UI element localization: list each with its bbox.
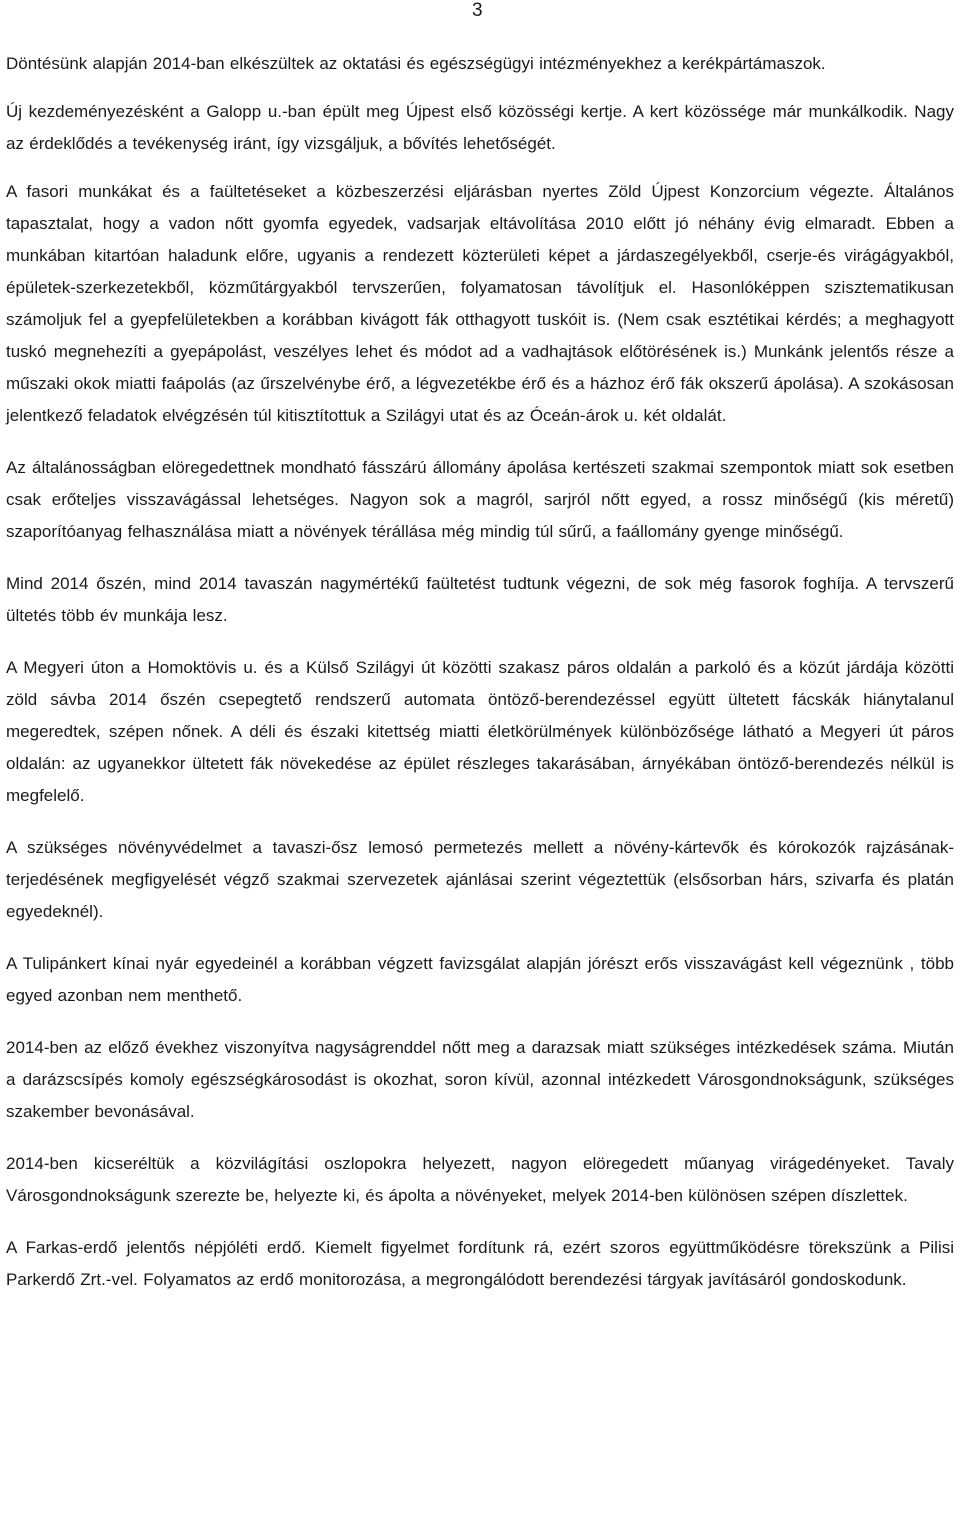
paragraph-wasps: 2014-ben az előző évekhez viszonyítva nagyságrenddel nőtt meg a darazsak miatt szükséges intézkedések száma. Miután a darázscsípés komoly egészségkárosodást is okozhat, soron kívül, azonnal intézkedett Városgondnokságunk, szükséges szakember bevonásával. [6, 1038, 954, 1121]
paragraph-planting-2014: Mind 2014 őszén, mind 2014 tavaszán nagymértékű faültetést tudtunk végezni, de sok még fasorok foghíja. A tervszerű ültetés több év munkája lesz. [6, 574, 954, 625]
paragraph-plant-protection: A szükséges növényvédelmet a tavaszi-ősz lemosó permetezés mellett a növény-kártevők és kórokozók rajzásának-terjedésének megfigyelését végző szakmai szervezetek ajánlásai szerint végeztettük (elsősorban hárs, szivarfa és platán egyedeknél). [6, 838, 954, 921]
paragraph-community-garden: Új kezdeményezésként a Galopp u.-ban épült meg Újpest első közösségi kertje. A kert közössége már munkálkodik. Nagy az érdeklődés a tevékenység iránt, így vizsgáljuk, a bővítés lehetőségét. [6, 102, 954, 153]
paragraph-gap [6, 632, 954, 652]
paragraph-bike-racks: Döntésünk alapján 2014-ban elkészültek az oktatási és egészségügyi intézményekhez a kerékpártámaszok. [6, 54, 826, 73]
paragraph-flower-pots: 2014-ben kicseréltük a közvilágítási oszlopokra helyezett, nagyon elöregedett műanyag virágedényeket. Tavaly Városgondnokságunk szerezte be, helyezte ki, és ápolta a növényeket, melyek 2014-ben különösen szépen díszlettek. [6, 1154, 954, 1205]
page-number: 3 [472, 0, 483, 21]
paragraph-gap [6, 432, 954, 452]
paragraph-tree-works: A fasori munkákat és a faültetéseket a közbeszerzési eljárásban nyertes Zöld Újpest Konzorcium végezte. Általános tapasztalat, hogy a vadon nőtt gyomfa egyedek, vadsarjak eltávolítása 2010 előtt jó néhány évig elmaradt. Ebben a munkában kitartóan haladunk előre, ugyanis a rendezett közterületi képet a járdaszegélyekből, cserje-és virágágyakból, épületek-szerkezetekből, közműtárgyakból tervszerűen, folyamatosan távolítjuk el. Hasonlóképpen szisztematikusan számoljuk fel a gyepfelületekben a korábban kivágott fák otthagyott tuskóit is. (Nem csak esztétikai kérdés; a meghagyott tuskó megnehezíti a gyepápolást, veszélyes lehet és módot ad a vadhajtások előtörésének is.) Munkánk jelentős része a műszaki okok miatti faápolás (az űrszelvénybe érő, a légvezetékbe érő és a házhoz érő fák okszerű ápolása). A szokásosan jelentkező feladatok elvégzésén túl kitisztítottuk a Szilágyi utat és az Óceán-árok u. két oldalát. [6, 182, 954, 425]
paragraph-gap [6, 80, 954, 96]
paragraph-aging-stock: Az általánosságban elöregedettnek mondható fásszárú állomány ápolása kertészeti szakmai szempontok miatt sok esetben csak erőteljes visszavágással lehetséges. Nagyon sok a magról, sarjról nőtt egyed, a rossz minőségű (kis méretű) szaporítóanyag felhasználása miatt a növények térállása még mindig túl sűrű, a faállomány gyenge minőségű. [6, 458, 954, 541]
document-body [6, 48, 954, 1296]
paragraph-gap [6, 1128, 954, 1148]
paragraph-gap [6, 548, 954, 568]
paragraph-gap [6, 928, 954, 948]
paragraph-tulipankert: A Tulipánkert kínai nyár egyedeinél a korábban végzett favizsgálat alapján jórészt erős visszavágást kell végeznünk , több egyed azonban nem menthető. [6, 954, 954, 1005]
paragraph-gap [6, 1012, 954, 1032]
paragraph-megyeri-road: A Megyeri úton a Homoktövis u. és a Külső Szilágyi út közötti szakasz páros oldalán a parkoló és a közút járdája közötti zöld sávba 2014 őszén csepegtető rendszerű automata öntöző-berendezéssel együtt ültetett fácskák hiánytalanul megeredtek, szépen nőnek. A déli és északi kitettség miatti életkörülmények különbözősége látható a Megyeri út páros oldalán: az ugyanekkor ültetett fák növekedése az épület részleges takarásában, árnyékában öntöző-berendezés nélkül is megfelelő. [6, 658, 954, 805]
paragraph-gap [6, 1212, 954, 1232]
paragraph-gap [6, 812, 954, 832]
paragraph-gap [6, 160, 954, 176]
paragraph-farkas-forest: A Farkas-erdő jelentős népjóléti erdő. Kiemelt figyelmet fordítunk rá, ezért szoros együttműködésre törekszünk a Pilisi Parkerdő Zrt.-vel. Folyamatos az erdő monitorozása, a megrongálódott berendezési tárgyak javításáról gondoskodunk. [6, 1238, 954, 1289]
